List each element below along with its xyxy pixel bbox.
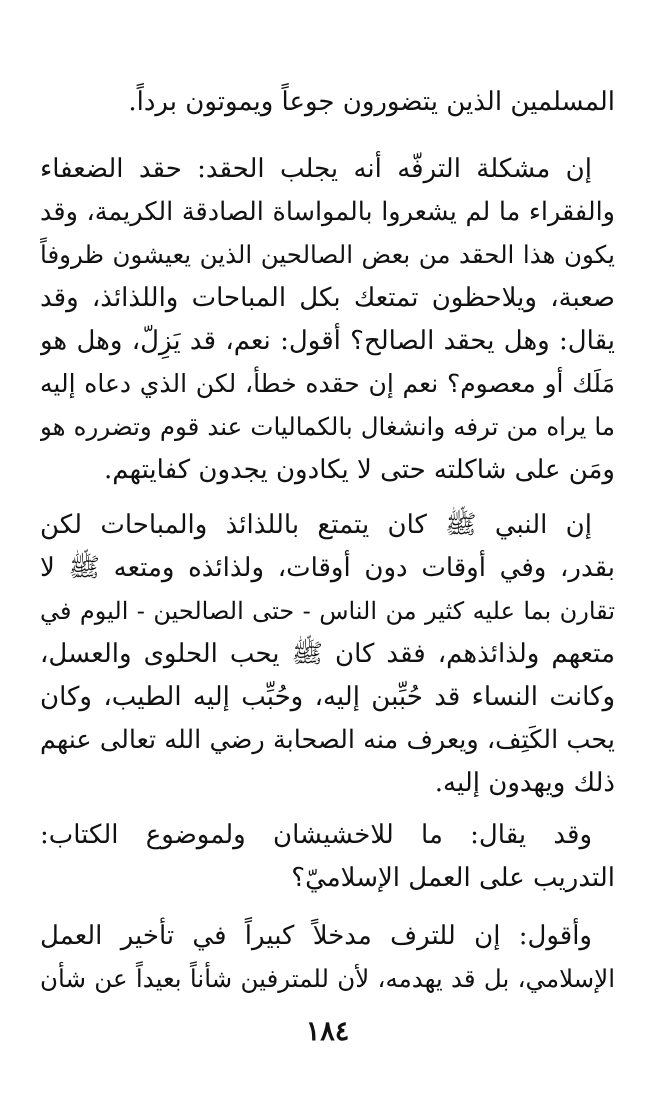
text-line: الإسلامي، بل قد يهدمه، لأن للمترفين شأناً بعيداً عن شأن	[40, 964, 615, 993]
text-line: والفقراء ما لم يشعروا بالمواساة الصادقة الكريمة، وقد	[40, 197, 615, 227]
text-line: وكانت النساء قد حُبِّبن إليه، وحُبِّب إليه الطيب، وكان	[40, 682, 615, 712]
text-line: متعهم ولذائذهم، فقد كان ﷺ يحب الحلوى والعسل،	[40, 639, 615, 669]
text-line: يحب الكَتِف، ويعرف منه الصحابة رضي الله تعالى عنهم	[40, 725, 615, 755]
text-line: يقال: وهل يحقد الصالح؟ أقول: نعم، قد يَزِلّ، وهل هو	[40, 326, 615, 356]
text-line: إن مشكلة الترفّه أنه يجلب الحقد: حقد الضعفاء	[40, 154, 592, 184]
text-line: تقارن بما عليه كثير من الناس - حتى الصالحين - اليوم في	[40, 597, 615, 625]
text-line: التدريب على العمل الإسلاميّ؟	[291, 863, 615, 893]
text-line: ما يراه من ترفه وانشغال بالكماليات عند قوم وتضرره هو	[40, 412, 615, 441]
page-number: ١٨٤	[305, 1016, 350, 1047]
text-line: وقد يقال: ما للاخشيشان ولموضوع الكتاب:	[40, 820, 592, 850]
text-line: يكون هذا الحقد من بعض الصالحين الذين يعيشون ظروفاً	[40, 240, 615, 269]
text-line: ومَن على شاكلته حتى لا يكادون يجدون كفايتهم.	[104, 455, 615, 485]
text-line: وأقول: إن للترف مدخلاً كبيراً في تأخير العمل	[40, 921, 592, 951]
text-line: إن النبي ﷺ كان يتمتع باللذائذ والمباحات لكن	[40, 510, 592, 540]
text-line: المسلمين الذين يتضورون جوعاً ويموتون برداً.	[128, 87, 615, 117]
book-page	[40, 0, 615, 1116]
text-line: مَلَك أو معصوم؟ نعم إن حقده خطأ، لكن الذي دعاه إليه	[40, 369, 615, 398]
text-line: ذلك ويهدون إليه.	[434, 768, 615, 798]
text-line: صعبة، ويلاحظون تمتعك بكل المباحات واللذائذ، وقد	[40, 283, 615, 313]
text-line: بقدر، وفي أوقات دون أوقات، ولذائذه ومتعه ﷺ لا	[40, 553, 615, 583]
